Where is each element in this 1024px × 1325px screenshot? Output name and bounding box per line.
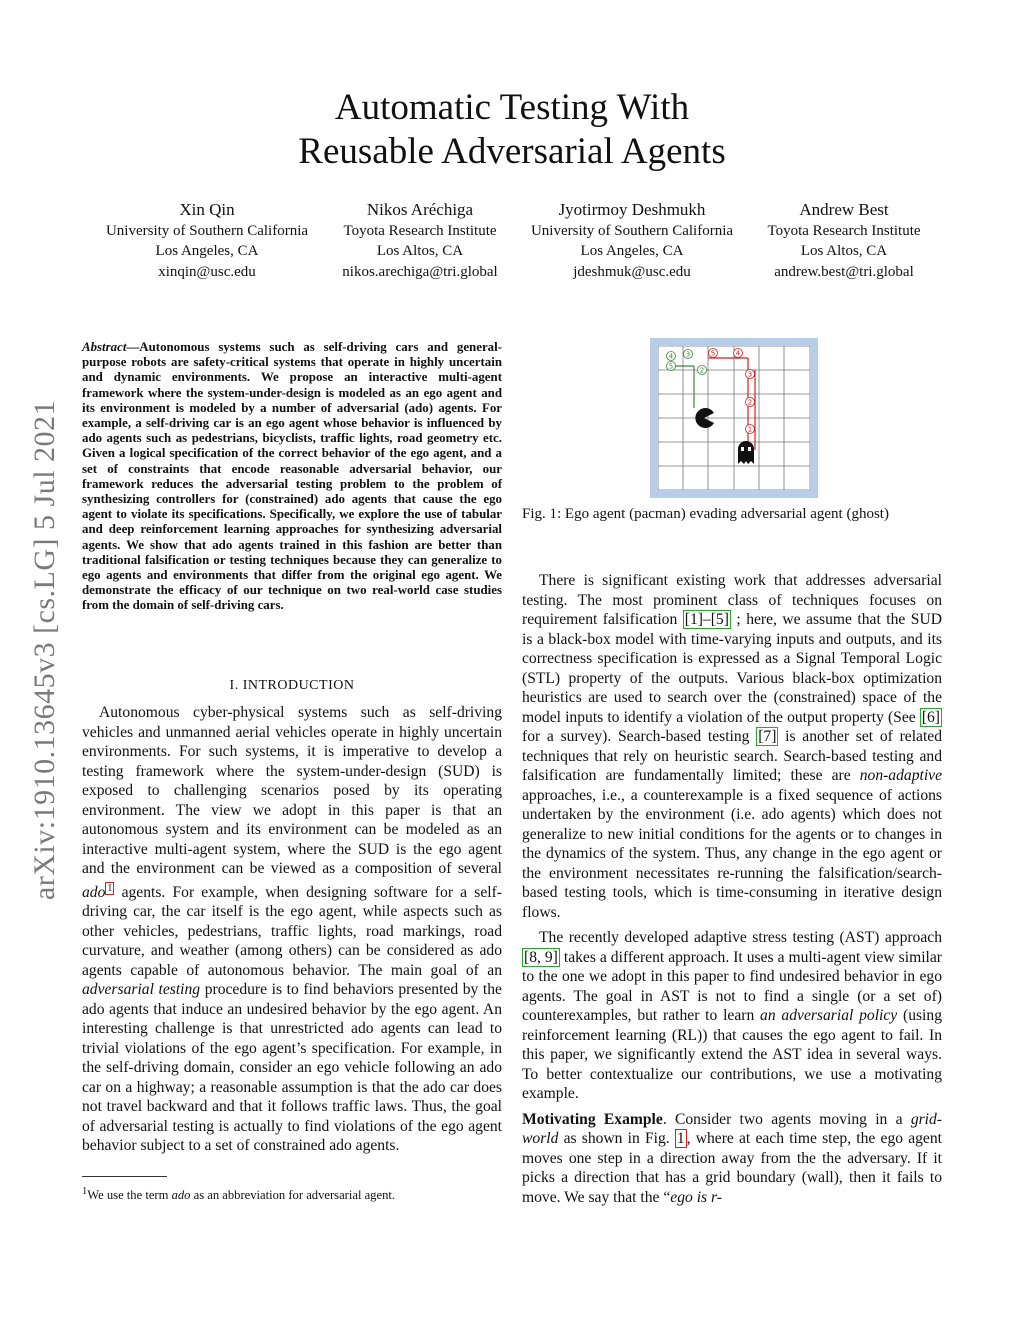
text-run: ; here, we assume that the SUD is a black-box model with time-varying inputs and outputs, and its correctness specification is expressed as a Signal Temporal Logic (STL) property of the outputs. Various black-box optimization heuristics are used to search over the (constrained) space of the model inputs to identify a violation of the output property (See: [522, 611, 942, 726]
citation-link[interactable]: [8, 9]: [524, 948, 558, 966]
title-line-1: Automatic Testing With: [334, 87, 690, 128]
author-name: Jyotirmoy Deshmukh: [558, 200, 706, 219]
section-heading: I. INTRODUCTION: [229, 678, 355, 693]
author-affiliation: University of Southern California: [105, 222, 309, 239]
author-affiliation: Toyota Research Institute: [343, 222, 497, 239]
author-email: xinqin@usc.edu: [158, 263, 256, 280]
text-run: Autonomous cyber-physical systems such as self-driving vehicles and unmanned aerial vehicles operate in highly uncertain environments. For such systems, it is imperative to develop a testing framework where the system-under-design (SUD) is exposed to challenging scenarios posed by its operating environment. The view we adopt in this paper is that an autonomous system and its environment can be modeled as an interactive multi-agent system, where the SUD is the ego agent and the environment can be viewed as a composition of several: [82, 704, 502, 877]
text-italic: ado: [171, 1188, 191, 1203]
author-location: Los Altos, CA: [800, 243, 888, 259]
text-run: as shown in Fig.: [558, 1130, 675, 1147]
abstract: [82, 340, 502, 614]
author-block: [87, 200, 327, 282]
grid-lines: [658, 346, 810, 490]
figure-caption: Fig. 1: Ego agent (pacman) evading adversarial agent (ghost): [522, 506, 889, 522]
ego-step-label: 5: [668, 362, 674, 371]
text-run: , where at each time step, the ego agent moves one step in a direction away from the the adversary. If it picks a direction that has a grid boundary (wall), then it fails to move. We say that the “: [522, 1130, 942, 1206]
author-block: [300, 200, 540, 282]
adversary-path: [708, 349, 755, 451]
text-italic: ego is r-: [670, 1188, 722, 1206]
ego-path: [666, 350, 707, 409]
text-run: procedure is to find behaviors presented by the ado agents that induce an undesired behavior by the ego agent. An interesting challenge is that unrestricted ado agents can lead to trivial violations of the ego agent’s specification. For example, in the self-driving domain, consider an ego vehicle following an ado car on a highway; a reasonable assumption is that the ado car does not travel backward and that it follows traffic laws. Thus, the goal of adversarial testing is actually to find violations of the ego agent behavior subject to a set of constrained ado agents.: [82, 981, 502, 1155]
author-name: Xin Qin: [179, 200, 235, 219]
text-run: is another set of related techniques that rely on heuristic search. Search-based testing and falsification are fundamentally limited; these are: [522, 728, 942, 784]
figure-gridworld: [650, 338, 818, 498]
ego-step-label: 2: [699, 366, 705, 375]
paragraph: [522, 928, 942, 1104]
ego-step-label: 4: [668, 352, 674, 361]
text-italic: grid-world: [522, 1110, 942, 1147]
author-location: Los Altos, CA: [376, 243, 464, 259]
author-name: Andrew Best: [799, 200, 889, 219]
text-run: . Consider two agents moving in a: [662, 1110, 911, 1128]
author-block: [512, 200, 752, 282]
text-italic: an adversarial policy: [760, 1007, 898, 1024]
abstract-text: —Autonomous systems such as self-driving cars and general-purpose robots are safety-critical systems that operate in highly uncertain and dynamic environments. We propose an interactive multi-agent framework where the system-under-design is modeled as an ego agent and its environment is modeled by a number of adversarial (ado) agents. For example, a self-driving car is an ego agent whose behavior is influenced by ado agents such as pedestrians, bicyclists, traffic lights, road geometry etc. Given a logical specification of the correct behavior of the ego agent, and a set of constraints that encode reasonable adversarial behavior, our framework reduces the adversarial testing problem to the problem of synthesizing controllers for (constrained) ado agents that cause the ego agent to violate its specifications. Specifically, we explore the use of tabular and deep reinforcement learning approaches for synthesizing adversarial agents. We show that ado agents trained in this fashion are better than traditional falsification or testing techniques because they can generalize to ego agents and environments that differ from the original ego agent. We demonstrate the efficacy of our technique on two real-world case studies from the domain of self-driving cars.: [82, 340, 502, 613]
citation-link[interactable]: [6]: [921, 708, 940, 726]
footnote-ref-link[interactable]: 1: [107, 882, 113, 894]
text-italic: ado: [82, 883, 106, 901]
author-email: andrew.best@tri.global: [774, 263, 914, 280]
paragraph-heading: Motivating Example: [522, 1110, 663, 1128]
text-run: We use the term: [87, 1188, 172, 1203]
author-affiliation: University of Southern California: [530, 222, 734, 239]
author-email: nikos.arechiga@tri.global: [342, 263, 498, 280]
citation-link[interactable]: [1]–[5]: [684, 611, 729, 628]
text-run: as an abbreviation for adversarial agent.: [190, 1188, 396, 1203]
footnote-number: 1: [82, 1186, 88, 1197]
intro-column: [82, 703, 502, 1156]
text-run: for a survey). Search-based testing: [522, 728, 757, 745]
adversary-step-label: 5: [710, 349, 716, 358]
footnote: [82, 1186, 502, 1203]
citation-link[interactable]: [7]: [758, 728, 777, 745]
text-run: takes a different approach. It uses a multi-agent view similar to the one we adopt in this paper to find undesired behavior in ego agents. The goal in AST is not to find a single (or a set of) counterexamples, but rather to learn: [522, 948, 942, 1024]
ghost-icon: [738, 441, 754, 464]
text-run: agents. For example, when designing software for a self-driving car, the car itself is the ego agent, while aspects such as other vehicles, pedestrians, traffic lights, road markings, road curvature, and weather (among others) can be considered as ado agents capable of autonomous behavior. The main goal of an: [82, 883, 502, 979]
ego-step-label: 3: [685, 350, 691, 359]
text-run: There is significant existing work that addresses adversarial testing. The most prominent class of techniques focuses on requirement falsification: [522, 572, 942, 628]
title-line-2: Reusable Adversarial Agents: [298, 131, 726, 172]
arxiv-stamp: arXiv:1910.13645v3 [cs.LG] 5 Jul 2021: [28, 399, 61, 901]
text-run: The recently developed adaptive stress testing (AST) approach: [539, 929, 942, 946]
text-run: (using reinforcement learning (RL)) that causes the ego agent to fail. In this paper, we significantly extend the AST idea in several ways. To better contextualize our contributions, we use a motivating example.: [522, 1007, 942, 1102]
paragraph: [522, 1110, 942, 1208]
adversary-step-label: 1: [747, 425, 753, 434]
footnote-divider: [82, 1176, 167, 1177]
gridworld-svg: [658, 346, 810, 490]
abstract-label: Abstract: [82, 340, 127, 354]
author-affiliation: Toyota Research Institute: [767, 222, 921, 239]
author-name: Nikos Aréchiga: [366, 200, 474, 219]
intro-paragraph: [82, 703, 502, 1156]
adversary-step-label: 3: [747, 370, 753, 379]
right-column: [522, 571, 942, 1207]
paragraph: [522, 571, 942, 922]
paper-title: [0, 86, 1024, 174]
adversary-step-label: 4: [735, 349, 741, 358]
text-italic: non-adaptive: [859, 767, 942, 784]
author-email: jdeshmuk@usc.edu: [573, 263, 691, 280]
author-location: Los Angeles, CA: [155, 243, 259, 259]
figure-ref-link[interactable]: 1: [676, 1130, 685, 1147]
text-italic: adversarial testing: [82, 981, 201, 999]
adversary-step-label: 2: [747, 398, 753, 407]
text-run: approaches, i.e., a counterexample is a fixed sequence of actions undertaken by the environment (i.e. ado agents) which does not generalize to new initial conditions for the agents or to changes in the dynamics of the system. Thus, any change in the ego agent or the environment necessitates re-running the falsification/search-based testing tools, which is time-consuming in iterative design flows.: [522, 786, 942, 921]
author-block: [724, 200, 964, 282]
author-location: Los Angeles, CA: [580, 243, 684, 259]
